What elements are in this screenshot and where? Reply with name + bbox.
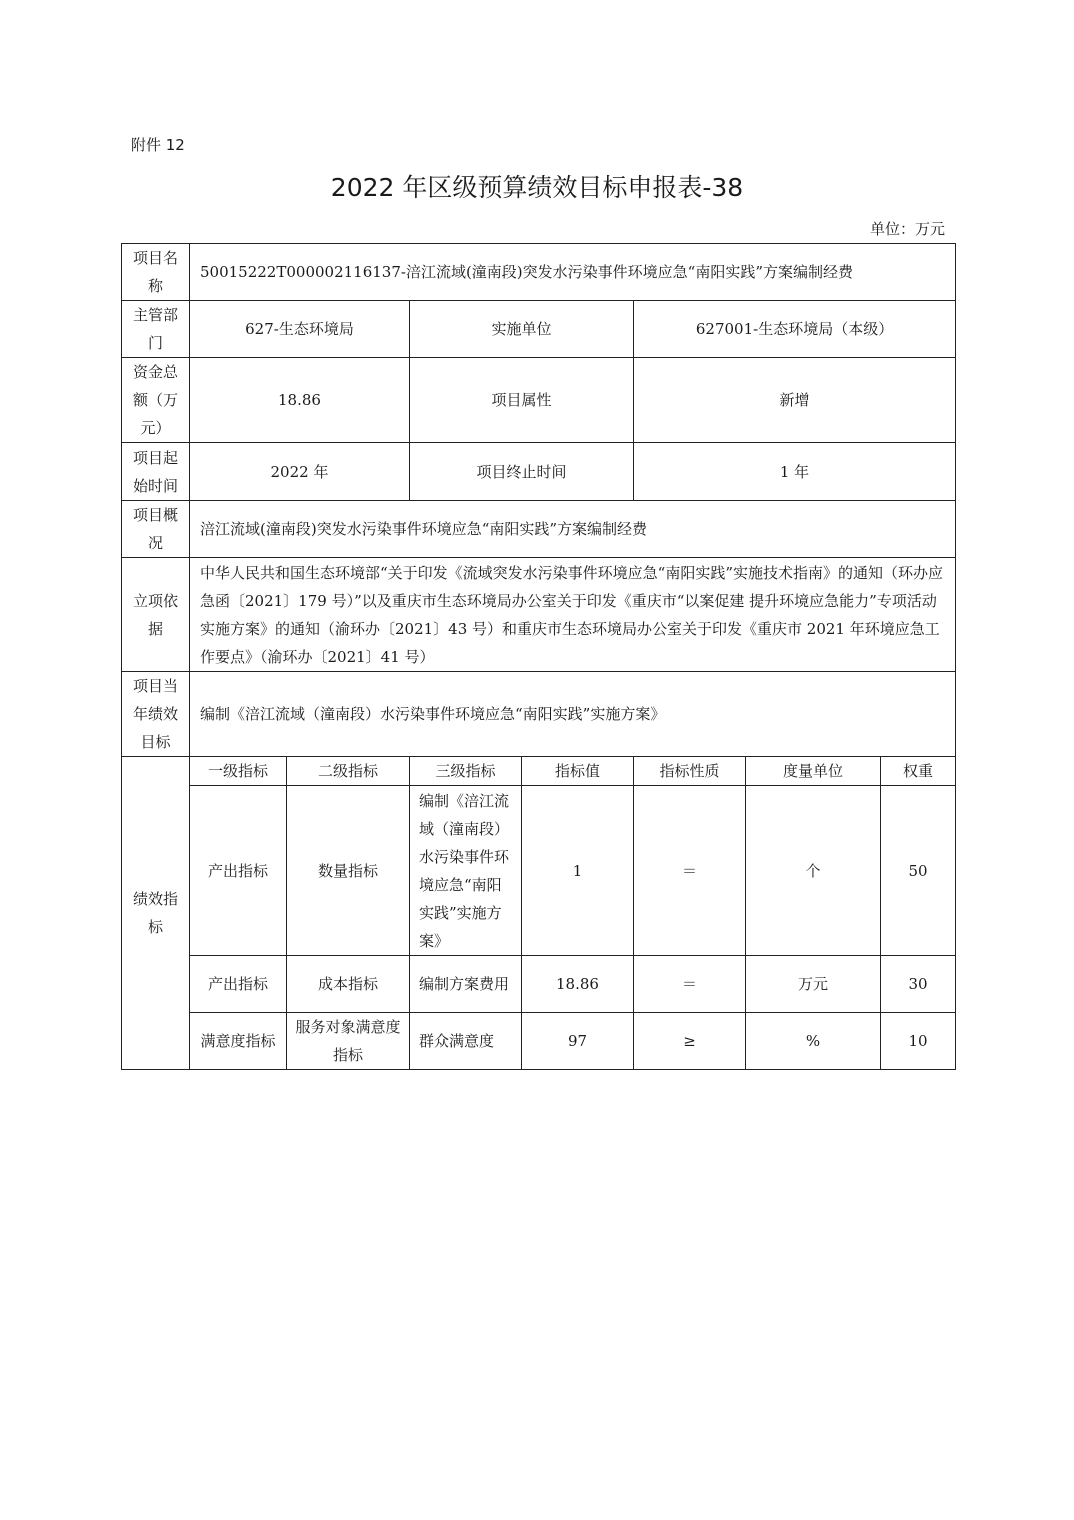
fund-label: 资金总额（万元） bbox=[122, 358, 190, 443]
indicator-unit: % bbox=[746, 1013, 881, 1070]
indicator-row bbox=[122, 786, 956, 956]
overview-label: 项目概况 bbox=[122, 501, 190, 558]
end-label: 项目终止时间 bbox=[410, 443, 634, 501]
project-name-label: 项目名称 bbox=[122, 244, 190, 301]
basis-value: 中华人民共和国生态环境部“关于印发《流域突发水污染事件环境应急“南阳实践”实施技术指南》的通知（环办应急函〔2021〕179 号）”以及重庆市生态环境局办公室关于印发《重庆市“以案促建 提升环境应急能力”专项活动实施方案》的通知（渝环办〔2021〕43 号）和重庆市生态环境局办公室关于印发《重庆市 2021 年环境应急工作要点》（渝环办〔2021〕41 号） bbox=[190, 558, 956, 672]
dept-value: 627-生态环境局 bbox=[190, 301, 410, 358]
header-weight: 权重 bbox=[881, 757, 956, 786]
start-label: 项目起始时间 bbox=[122, 443, 190, 501]
budget-performance-table bbox=[121, 243, 956, 1070]
row-goal bbox=[122, 672, 956, 757]
indicator-level3: 编制《涪江流域（潼南段）水污染事件环境应急“南阳实践”实施方案》 bbox=[410, 786, 522, 956]
indicator-weight: 10 bbox=[881, 1013, 956, 1070]
indicator-level1: 产出指标 bbox=[190, 786, 287, 956]
indicator-value: 1 bbox=[522, 786, 634, 956]
attr-label: 项目属性 bbox=[410, 358, 634, 443]
indicator-value: 18.86 bbox=[522, 956, 634, 1013]
header-nature: 指标性质 bbox=[634, 757, 746, 786]
indicator-level2: 服务对象满意度指标 bbox=[287, 1013, 410, 1070]
indicator-level2: 成本指标 bbox=[287, 956, 410, 1013]
header-value: 指标值 bbox=[522, 757, 634, 786]
start-value: 2022 年 bbox=[190, 443, 410, 501]
indicator-level1: 满意度指标 bbox=[190, 1013, 287, 1070]
page-title: 2022 年区级预算绩效目标申报表-38 bbox=[330, 173, 744, 202]
row-project-name bbox=[122, 244, 956, 301]
indicator-row bbox=[122, 1013, 956, 1070]
indicator-level2: 数量指标 bbox=[287, 786, 410, 956]
indicator-weight: 30 bbox=[881, 956, 956, 1013]
dept-label: 主管部门 bbox=[122, 301, 190, 358]
row-fund bbox=[122, 358, 956, 443]
overview-value: 涪江流域(潼南段)突发水污染事件环境应急“南阳实践”方案编制经费 bbox=[190, 501, 956, 558]
row-department bbox=[122, 301, 956, 358]
indicator-value: 97 bbox=[522, 1013, 634, 1070]
header-unit: 度量单位 bbox=[746, 757, 881, 786]
unit-label: 单位：万元 bbox=[869, 220, 945, 238]
indicator-nature: ＝ bbox=[634, 786, 746, 956]
header-level2: 二级指标 bbox=[287, 757, 410, 786]
indicator-level3: 群众满意度 bbox=[410, 1013, 522, 1070]
indicator-unit: 个 bbox=[746, 786, 881, 956]
indicator-weight: 50 bbox=[881, 786, 956, 956]
row-overview bbox=[122, 501, 956, 558]
indicator-level1: 产出指标 bbox=[190, 956, 287, 1013]
goal-label: 项目当年绩效目标 bbox=[122, 672, 190, 757]
row-period bbox=[122, 443, 956, 501]
attr-value: 新增 bbox=[634, 358, 956, 443]
fund-value: 18.86 bbox=[190, 358, 410, 443]
project-name-value: 50015222T000002116137-涪江流域(潼南段)突发水污染事件环境应急“南阳实践”方案编制经费 bbox=[190, 244, 956, 301]
indicator-nature: ≥ bbox=[634, 1013, 746, 1070]
indicator-row bbox=[122, 956, 956, 1013]
indicator-unit: 万元 bbox=[746, 956, 881, 1013]
indicator-header-row bbox=[122, 757, 956, 786]
indicator-level3: 编制方案费用 bbox=[410, 956, 522, 1013]
end-value: 1 年 bbox=[634, 443, 956, 501]
goal-value: 编制《涪江流域（潼南段）水污染事件环境应急“南阳实践”实施方案》 bbox=[190, 672, 956, 757]
header-level1: 一级指标 bbox=[190, 757, 287, 786]
indicator-nature: ＝ bbox=[634, 956, 746, 1013]
header-level3: 三级指标 bbox=[410, 757, 522, 786]
impl-value: 627001-生态环境局（本级） bbox=[634, 301, 956, 358]
row-basis bbox=[122, 558, 956, 672]
indicators-section-label: 绩效指标 bbox=[122, 757, 190, 1070]
basis-label: 立项依据 bbox=[122, 558, 190, 672]
attachment-label: 附件 12 bbox=[131, 136, 185, 154]
impl-label: 实施单位 bbox=[410, 301, 634, 358]
